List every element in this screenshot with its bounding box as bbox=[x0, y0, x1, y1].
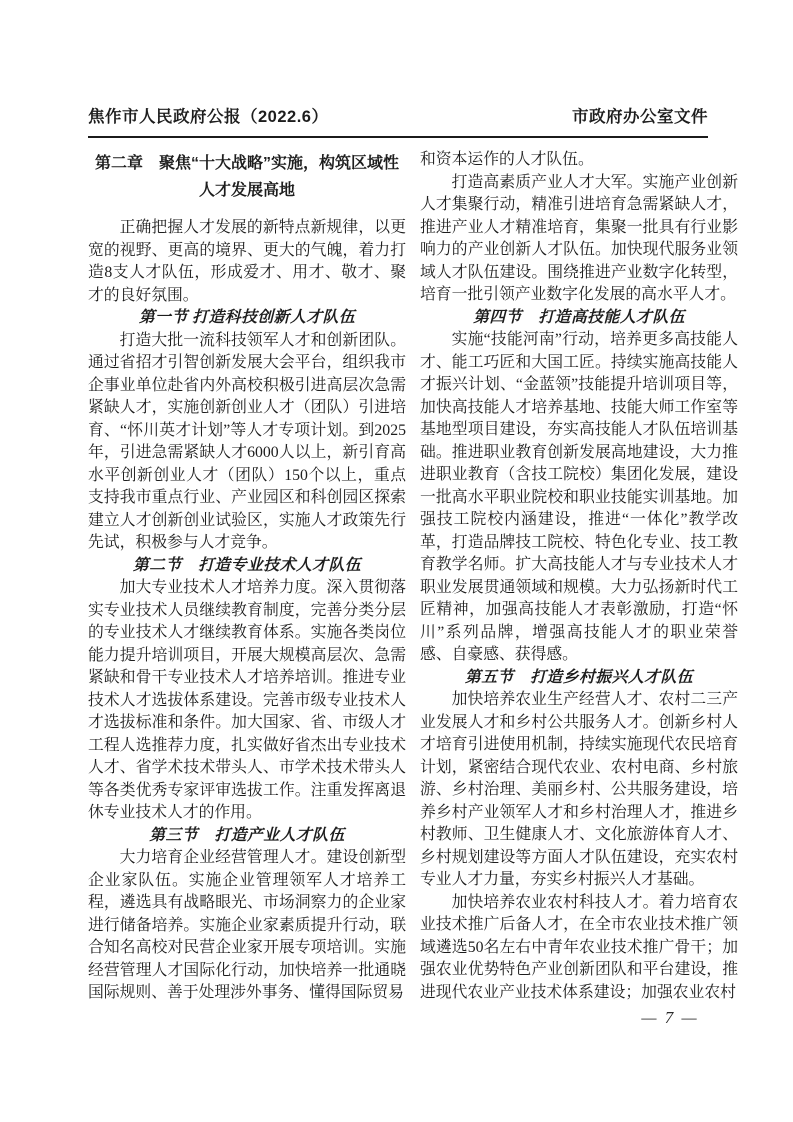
section-2-heading: 第二节 打造专业技术人才队伍 bbox=[132, 556, 362, 574]
body-columns bbox=[88, 149, 738, 1005]
section-1-paragraph: 打造大批一流科技领军人才和创新团队。通过省招才引智创新发展大会平台，组织我市企事业单位赴省内外高校积极引进高层次急需紧缺人才，实施创新创业人才（团队）引进培育、“怀川英才计划”等人才专项计划。到2025年，引进急需紧缺人才6000人以上，新引育高水平创新创业人才（团队）150个以上，重点支持我市重点行业、产业园区和科创园区探索建立人才创新创业试验区，实施人才政策先行先试，积极参与人才竞争。 bbox=[88, 331, 406, 551]
left-column bbox=[88, 149, 406, 1005]
intro-paragraph: 正确把握人才发展的新特点新规律，以更宽的视野、更高的境界、更大的气魄，着力打造8支人才队伍，形成爱才、用才、敬才、聚才的良好氛围。 bbox=[88, 219, 406, 304]
section-1-heading: 第一节 打造科技创新人才队伍 bbox=[138, 309, 356, 326]
chapter-title-line2: 人才发展高地 bbox=[198, 182, 295, 199]
section-3-paragraph-end: 和资本运作的人才队伍。 bbox=[420, 151, 594, 168]
header-right-title: 市政府办公室文件 bbox=[572, 108, 708, 126]
section-5-paragraph-1: 加快培养农业生产经营人才、农村二三产业发展人才和乡村公共服务人才。创新乡村人才培育引进使用机制，持续实施现代农民培育计划，紧密结合现代农业、农村电商、乡村旅游、乡村治理、美丽乡村、公共服务建设，培养乡村产业领军人才和乡村治理人才，推进乡村教师、卫生健康人才、文化旅游体育人才、乡村规划建设等方面人才队伍建设，充实农村专业人才力量，夯实乡村振兴人才基础。 bbox=[420, 691, 738, 888]
page-header bbox=[88, 103, 708, 138]
chapter-title-line1: 第二章 聚焦“十大战略”实施，构筑区域性 bbox=[94, 155, 399, 172]
section-4-heading: 第四节 打造高技能人才队伍 bbox=[473, 308, 685, 326]
section-3-heading: 第三节 打造产业人才队伍 bbox=[149, 826, 345, 844]
right-column bbox=[420, 149, 738, 1005]
header-left-title: 焦作市人民政府公报（2022.6） bbox=[88, 108, 329, 126]
chapter-heading bbox=[88, 150, 406, 204]
section-4-paragraph: 实施“技能河南”行动，培养更多高技能人才、能工巧匠和大国工匠。持续实施高技能人才振兴计划、“金蓝领”技能提升培训项目等，加快高技能人才培养基地、技能大师工作室等基地型项目建设，夯实高技能人才队伍培训基础。推进职业教育创新发展高地建设，大力推进职业教育（含技工院校）集团化发展，建设一批高水平职业院校和职业技能实训基地。加强技工院校内涵建设，推进“一体化”教学改革，打造品牌技工院校、特色化专业、技工教育教学名师。扩大高技能人才与专业技术人才职业发展贯通领域和规模。大力弘扬新时代工匠精神，加强高技能人才表彰激励，打造“怀川”系列品牌，增强高技能人才的职业荣誉感、自豪感、获得感。 bbox=[420, 331, 738, 663]
section-3-paragraph-start: 大力培育企业经营管理人才。建设创新型企业家队伍。实施企业管理领军人才培养工程，遴选具有战略眼光、市场洞察力的企业家进行储备培养。实施企业家素质提升行动，联合知名高校对民营企业家开展专项培训。实施经营管理人才国际化行动，加快培养一批通晓国际规则、善于处理涉外事务、懂得国际贸易 bbox=[88, 849, 406, 1001]
section-3-paragraph-2: 打造高素质产业人才大军。实施产业创新人才集聚行动，精准引进培育急需紧缺人才，推进产业人才精准培育，集聚一批具有行业影响力的产业创新人才队伍。加快现代服务业领域人才队伍建设。围绕推进产业数字化转型，培育一批引领产业数字化发展的高水平人才。 bbox=[420, 173, 738, 303]
section-2-paragraph: 加大专业技术人才培养力度。深入贯彻落实专业技术人员继续教育制度，完善分类分层的专业技术人才继续教育体系。实施各类岗位能力提升培训项目，开展大规模高层次、急需紧缺和骨干专业技术人才培养培训。推进专业技术人才选拔体系建设。完善市级专业技术人才选拔标准和条件。加大国家、省、市级人才工程人选推荐力度，扎实做好省杰出专业技术人才、省学术技术带头人、市学术技术带头人等各类优秀专家评审选拔工作。注重发挥离退休专业技术人才的作用。 bbox=[88, 579, 406, 821]
page-number: — 7 — bbox=[641, 1008, 699, 1027]
section-5-heading: 第五节 打造乡村振兴人才队伍 bbox=[464, 668, 694, 686]
section-5-paragraph-2: 加快培养农业农村科技人才。着力培育农业技术推广后备人才，在全市农业技术推广领域遴选50名左右中青年农业技术推广骨干；加强农业优势特色产业创新团队和平台建设，推进现代农业产业技术体系建设；加强农业农村 bbox=[420, 893, 738, 1001]
